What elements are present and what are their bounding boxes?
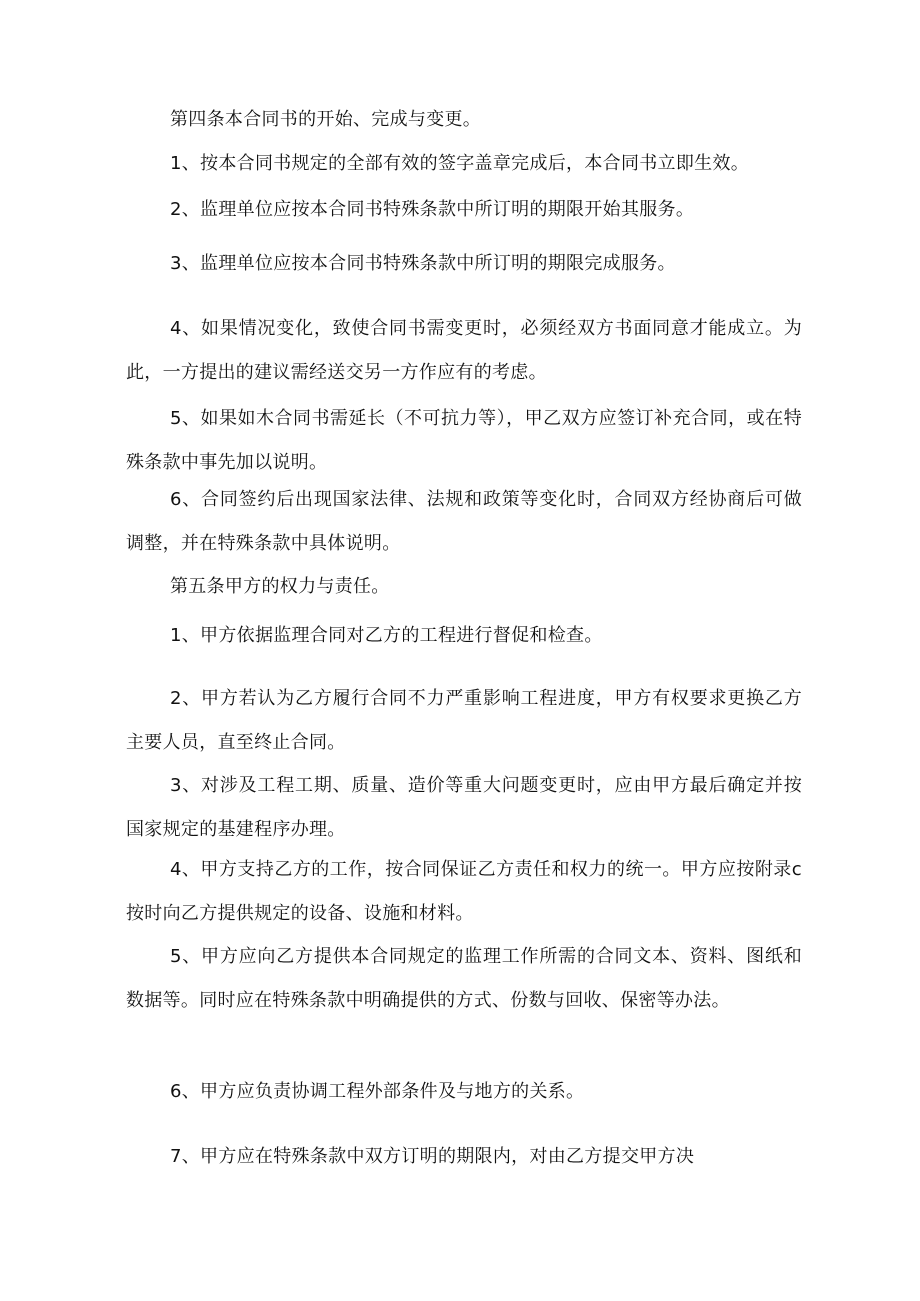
article-5-clause-6: 6、甲方应负责协调工程外部条件及与地方的关系。 bbox=[170, 1081, 585, 1102]
article-4-clause-4: 4、如果情况变化，致使合同书需变更时，必须经双方书面同意才能成立。为此，一方提出的建议需经送交另一方作应有的考虑。 bbox=[126, 318, 802, 383]
article-4-clause-3: 3、监理单位应按本合同书特殊条款中所订明的期限完成服务。 bbox=[170, 253, 676, 274]
article-4-clause-6: 6、合同签约后出现国家法律、法规和政策等变化时，合同双方经协商后可做调整，并在特殊条款中具体说明。 bbox=[126, 489, 802, 554]
article-5-heading: 第五条甲方的权力与责任。 bbox=[170, 576, 390, 597]
article-5-clause-3: 3、对涉及工程工期、质量、造价等重大问题变更时，应由甲方最后确定并按国家规定的基建程序办理。 bbox=[126, 775, 802, 840]
article-4-clause-1: 1、按本合同书规定的全部有效的签字盖章完成后，本合同书立即生效。 bbox=[170, 153, 750, 174]
article-5-clause-7: 7、甲方应在特殊条款中双方订明的期限内，对由乙方提交甲方决 bbox=[170, 1146, 695, 1167]
article-5-clause-5: 5、甲方应向乙方提供本合同规定的监理工作所需的合同文本、资料、图纸和数据等。同时应在特殊条款中明确提供的方式、份数与回收、保密等办法。 bbox=[126, 946, 802, 1011]
article-5-clause-4: 4、甲方支持乙方的工作，按合同保证乙方责任和权力的统一。甲方应按附录c按时向乙方提供规定的设备、设施和材料。 bbox=[126, 859, 802, 924]
article-5-clause-2: 2、甲方若认为乙方履行合同不力严重影响工程进度，甲方有权要求更换乙方主要人员，直至终止合同。 bbox=[126, 688, 802, 753]
article-4-clause-5: 5、如果如木合同书需延长（不可抗力等），甲乙双方应签订补充合同，或在特殊条款中事先加以说明。 bbox=[126, 408, 802, 473]
article-4-heading: 第四条本合同书的开始、完成与变更。 bbox=[170, 109, 482, 130]
article-4-clause-2: 2、监理单位应按本合同书特殊条款中所订明的期限开始其服务。 bbox=[170, 199, 695, 220]
article-5-clause-1: 1、甲方依据监理合同对乙方的工程进行督促和检查。 bbox=[170, 625, 603, 646]
